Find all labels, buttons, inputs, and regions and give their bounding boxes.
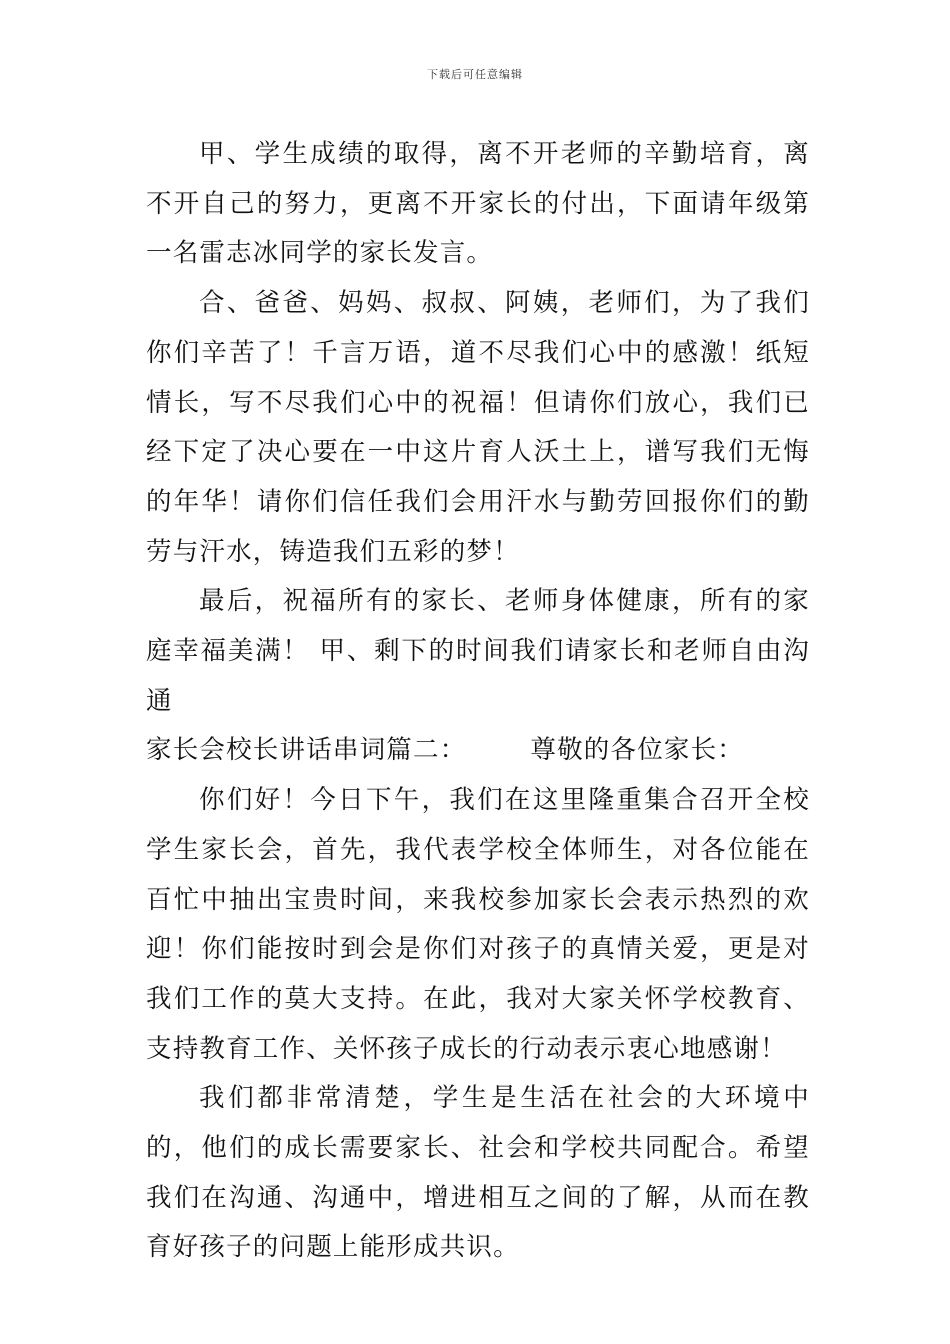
paragraph-1: 甲、学生成绩的取得，离不开老师的辛勤培育，离不开自己的努力，更离不开家长的付出，下面请年级第一名雷志冰同学的家长发言。	[146, 139, 810, 269]
salutation: 尊敬的各位家长：	[530, 735, 745, 766]
paragraph-3: 最后，祝福所有的家长、老师身体健康，所有的家庭幸福美满！ 甲、剩下的时间我们请家长和老师自由沟通	[146, 586, 810, 716]
page-header-note: 下载后可任意编辑	[427, 68, 523, 81]
paragraph-2: 合、爸爸、妈妈、叔叔、阿姨，老师们，为了我们你们辛苦了！千言万语，道不尽我们心中的感激！纸短情长，写不尽我们心中的祝福！但请你们放心，我们已经下定了决心要在一中这片育人沃土上，谱写我们无悔的年华！请你们信任我们会用汗水与勤劳回报你们的勤劳与汗水，铸造我们五彩的梦！	[146, 288, 810, 567]
paragraph-5: 我们都非常清楚，学生是生活在社会的大环境中的，他们的成长需要家长、社会和学校共同配合。希望我们在沟通、沟通中，增进相互之间的了解，从而在教育好孩子的问题上能形成共识。	[146, 1083, 810, 1263]
section-title: 家长会校长讲话串词篇二：	[146, 735, 467, 766]
paragraph-4: 你们好！今日下午，我们在这里隆重集合召开全校学生家长会，首先，我代表学校全体师生，对各位能在百忙中抽出宝贵时间，来我校参加家长会表示热烈的欢迎！你们能按时到会是你们对孩子的真情关爱，更是对我们工作的莫大支持。在此，我对大家关怀学校教育、支持教育工作、关怀孩子成长的行动表示衷心地感谢！	[146, 785, 810, 1064]
document-body	[146, 130, 810, 1273]
section-heading-line	[146, 726, 810, 776]
